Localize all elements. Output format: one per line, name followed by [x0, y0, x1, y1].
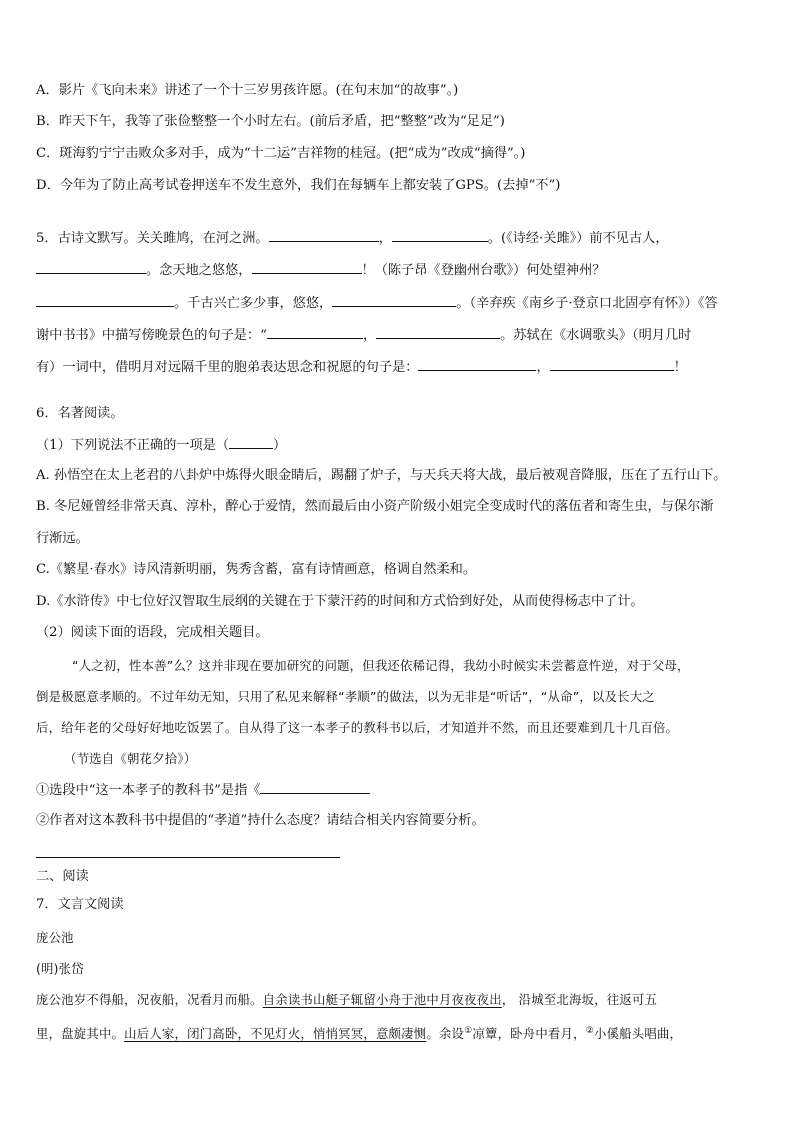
q7-title: 7．文言文阅读 — [36, 897, 124, 912]
poem-author: (明)张岱 — [36, 961, 84, 976]
q5-blank-2[interactable] — [392, 229, 488, 242]
q6-option-b: B. 冬尼娅曾经非常天真、淳朴，醉心于爱情，然而最后由小资产阶级小姐完全变成时代的落伍者和寄生虫，与保尔渐 — [36, 499, 714, 514]
q5-stem: 5．古诗文默写。关关雎鸠，在河之洲。 — [36, 231, 269, 246]
q6-option-a: A. 孙悟空在太上老君的八卦炉中炼得火眼金睛后，踢翻了炉子，与天兵天将大战，最后被观音降服，压在了五行山下。 — [36, 468, 727, 483]
q4-option-d: D．今年为了防止高考试卷押送车不发生意外，我们在每辆车上都安装了GPS。(去掉“不”) — [36, 178, 561, 193]
q5-text: 有）一词中，借明月对远隔千里的胞弟表达思念和祝愿的句子是： — [36, 360, 419, 375]
q6-sub1-text: （1）下列说法不正确的一项是（ — [36, 438, 230, 453]
q6-passage-line-1: “人之初，性本善”么？这并非现在要加研究的问题，但我还依稀记得，我幼小时候实未尝蓄意忤逆，对于父母， — [72, 658, 690, 673]
poem-title: 庞公池 — [36, 930, 74, 945]
poem-line-2 — [36, 1022, 682, 1043]
q6-sub1 — [36, 436, 286, 455]
q4-option-c: C．斑海豹宁宁击败众多对手，成为“十二运”吉祥物的桂冠。(把“成为”改成“摘得”。) — [36, 146, 526, 161]
q5-blank-5[interactable] — [36, 294, 174, 307]
q6-question-1-text: ①选段中“这一本孝子的教科书”是指《 — [36, 783, 261, 798]
q6-sub2: （2）阅读下面的语段，完成相关题目。 — [36, 625, 269, 640]
q5-text: ！（陈子昂《登幽州台歌》）何处望神州？ — [361, 263, 606, 278]
q5-blank-6[interactable] — [332, 294, 456, 307]
q5-blank-4[interactable] — [252, 261, 362, 274]
q6-question-1 — [36, 781, 370, 800]
q6-passage-line-3: 后，给年老的父母好好地吃饭罢了。自从得了这一本孝子的教科书以后，才知道并不然，而且还要难到几十几百倍。 — [36, 720, 679, 735]
poem-text: 小傒船头唱曲， — [594, 1026, 683, 1042]
q6-answer-blank[interactable] — [229, 436, 273, 449]
q5-text: 。千古兴亡多少事，悠悠， — [174, 296, 333, 311]
q6-source: （节选自《朝花夕拾》） — [64, 751, 197, 766]
q5-text: 。苏轼在《水调歌头》（明月几时 — [500, 328, 692, 343]
poem-line-1 — [36, 991, 657, 1009]
q4-option-a: A．影片《飞向未来》讲述了一个十三岁男孩许愿。(在句末加“的故事”。) — [36, 83, 459, 98]
q6-question-2: ②作者对这本教科书中提倡的“孝道”持什么态度？请结合相关内容简要分析。 — [36, 813, 485, 828]
q5-text: 。(《诗经·关雎》）前不见古人， — [487, 231, 669, 246]
q5-blank-1[interactable] — [269, 229, 379, 242]
q6-option-c: C.《繁星·春水》诗风清新明丽，隽秀含蓄，富有诗情画意，格调自然柔和。 — [36, 562, 477, 577]
poem-text: 庞公池岁不得船，况夜船，况看月而船。 — [36, 992, 263, 1007]
q5-line-2 — [36, 261, 605, 280]
q5-blank-7[interactable] — [267, 326, 363, 339]
footnote-marker-2: ② — [585, 1026, 594, 1036]
q5-line-5 — [36, 358, 687, 377]
q6-title: 6．名著阅读。 — [36, 406, 124, 421]
poem-text: ， 沿城至北海坂，往返可五 — [501, 992, 658, 1007]
q6-sub1-paren: ） — [273, 438, 287, 453]
section-2-title: 二、阅读 — [36, 869, 89, 884]
poem-text: 里，盘旋其中。 — [36, 1026, 125, 1042]
footnote-marker-1: ① — [464, 1026, 473, 1036]
q5-blank-9[interactable] — [418, 358, 536, 371]
q6-passage-line-2: 倒是极愿意孝顺的。不过年幼无知，只用了私见来解释“孝顺”的做法，以为无非是“听话”，“从命”，以及长大之 — [36, 689, 655, 704]
q5-line-4 — [36, 326, 691, 345]
q5-comma: ， — [536, 360, 550, 375]
q6-option-d: D.《水浒传》中七位好汉智取生辰纲的关键在于下蒙汗药的时间和方式恰到好处，从而使得杨志中了计。 — [36, 594, 644, 609]
q6-q1-blank[interactable] — [260, 781, 370, 794]
poem-underlined-sentence: 自余读书山艇子辄留小舟于池中月夜夜夜出 — [262, 992, 502, 1007]
q5-line-3 — [36, 294, 718, 313]
q5-blank-10[interactable] — [550, 358, 674, 371]
poem-underlined-sentence: 山后人家，闭门高卧，不见灯火，悄悄冥冥，意颇凄恻 — [124, 1026, 427, 1042]
q6-option-b-cont: 行渐远。 — [36, 531, 89, 546]
poem-text: 凉簟，卧舟中看月， — [472, 1026, 586, 1042]
q5-blank-3[interactable] — [36, 261, 146, 274]
q5-text: 。念天地之悠悠， — [146, 263, 252, 278]
q5-text: ！ — [673, 360, 687, 375]
q5-comma: ， — [362, 328, 377, 343]
q5-blank-8[interactable] — [376, 326, 500, 339]
q5-comma: ， — [378, 231, 392, 246]
q5-text: 。（辛弃疾《南乡子·登京口北固亭有怀》）《答 — [456, 296, 718, 311]
q5-line-1 — [36, 229, 669, 248]
q4-option-b: B．昨天下午，我等了张俭整整一个小时左右。(前后矛盾，把“整整”改为“足足”) — [36, 114, 505, 129]
q5-text: 谢中书书》中描写傍晚景色的句子是：“ — [36, 328, 267, 343]
poem-text: 。余设 — [426, 1026, 465, 1042]
answer-line — [36, 857, 340, 858]
